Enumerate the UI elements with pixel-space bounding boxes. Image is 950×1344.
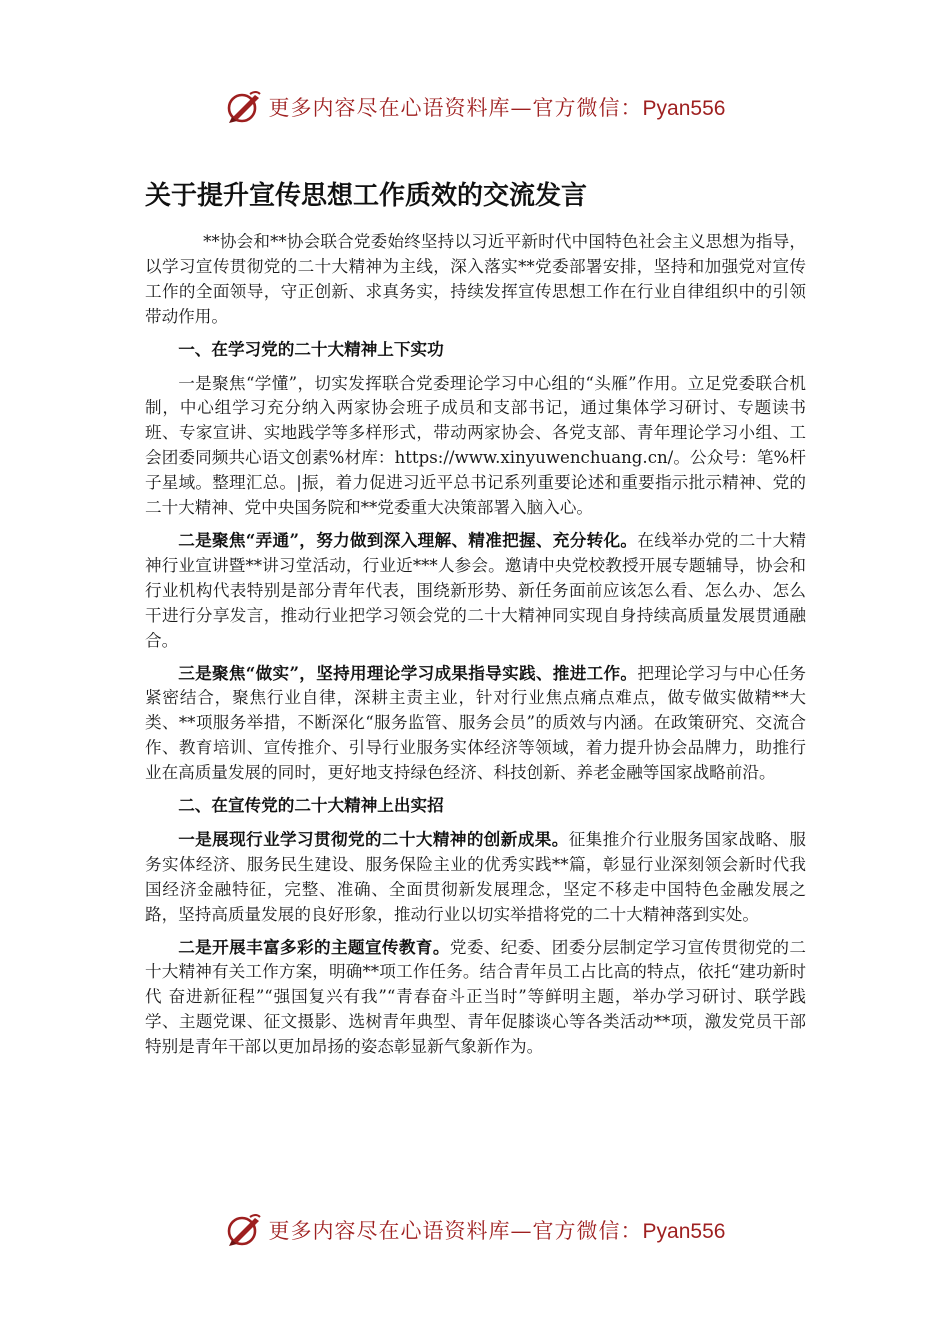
body-paragraph: [145, 371, 806, 521]
watermark-id: Pyan556: [642, 97, 726, 120]
body-paragraph: [145, 528, 806, 654]
paragraph-text: 把理论学习与中心任务紧密结合，聚焦行业自律，深耕主责主业，针对行业焦点痛点难点，做专做实做精**大类、**项服务举措，不断深化“服务监管、服务会员”的质效与内涵。在政策研究、交流合作、教育培训、宣传推介、引导行业服务实体经济等领域，着力提升协会品牌力，助推行业在高质量发展的同时，更好地支持绿色经济、科技创新、养老金融等国家战略前沿。: [145, 663, 807, 783]
paragraph-text: 征集推介行业服务国家战略、服务实体经济、服务民生建设、服务保险主业的优秀实践**篇，彰显行业深刻领会新时代我国经济金融特征，完整、准确、全面贯彻新发展理念，坚定不移走中国特色金融发展之路，坚持高质量发展的良好形象，推动行业以切实举措将党的二十大精神落到实处。: [145, 829, 806, 924]
paragraph-lead: 二是开展丰富多彩的主题宣传教育。: [178, 936, 450, 957]
body-paragraph: [145, 661, 806, 787]
pen-logo-icon: [225, 89, 263, 125]
paragraph-text: 一是聚焦“学懂”，切实发挥联合党委理论学习中心组的“头雁”作用。立足党委联合机制，中心组学习充分纳入两家协会班子成员和支部书记，通过集体学习研讨、专题读书班、专家宣讲、实地践学等多样形式，带动两家协会、各党支部、青年理论学习小组、工会团委同频共心语文创素%材库：https://www.xinyuwenchuang.cn/。公众号：笔%杆子星域。整理汇总。|振，着力促进习近平总书记系列重要论述和重要指示批示精神、党的二十大精神、党中央国务院和**党委重大决策部署入脑入心。: [145, 373, 806, 518]
watermark-id: Pyan556: [642, 1220, 726, 1243]
watermark-header: [0, 87, 950, 127]
pen-logo-icon: [225, 1212, 263, 1248]
paragraph-lead: 三是聚焦“做实”，坚持用理论学习成果指导实践、推进工作。: [178, 662, 638, 683]
body-paragraph: [145, 935, 806, 1061]
intro-paragraph: **协会和**协会联合党委始终坚持以习近平新时代中国特色社会主义思想为指导，以学习宣传贯彻党的二十大精神为主线，深入落实**党委部署安排，坚持和加强党对宣传工作的全面领导，守正创新、求真务实，持续发挥宣传思想工作在行业自律组织中的引领带动作用。: [145, 232, 806, 326]
section-heading-2: 二、在宣传党的二十大精神上出实招: [178, 795, 444, 816]
paragraph-text: 在线举办党的二十大精神行业宣讲暨**讲习堂活动，行业近***人参会。邀请中央党校教授开展专题辅导，协会和行业机构代表特别是部分青年代表，围绕新形势、新任务面前应该怎么看、怎么办、怎么干进行分享发言，推动行业把学习领会党的二十大精神同实现自身持续高质量发展贯通融合。: [145, 530, 807, 650]
section-heading-1: 一、在学习党的二十大精神上下实功: [178, 338, 444, 359]
paragraph-lead: 一是展现行业学习贯彻党的二十大精神的创新成果。: [178, 828, 569, 849]
body-paragraph: [145, 827, 806, 928]
document-body: [145, 230, 806, 1067]
watermark-text: 更多内容尽在心语资料库—官方微信：Pyan556: [268, 1219, 726, 1243]
paragraph-text: 党委、纪委、团委分层制定学习宣传贯彻党的二十大精神有关工作方案，明确**项工作任务。结合青年员工占比高的特点，依托“建功新时代 奋进新征程”“强国复兴有我”“青春奋斗正当时”等鲜明主题，举办学习研讨、联学践学、主题党课、征文摄影、选树青年典型、青年促膝谈心等各类活动**项，激发党员干部特别是青年干部以更加昂扬的姿态彰显新气象新作为。: [145, 937, 807, 1057]
paragraph-lead: 二是聚焦“弄通”，努力做到深入理解、精准把握、充分转化。: [178, 529, 638, 550]
watermark-text: 更多内容尽在心语资料库—官方微信：Pyan556: [268, 96, 726, 120]
watermark-footer: [0, 1210, 950, 1250]
page-title: 关于提升宣传思想工作质效的交流发言: [145, 181, 588, 211]
